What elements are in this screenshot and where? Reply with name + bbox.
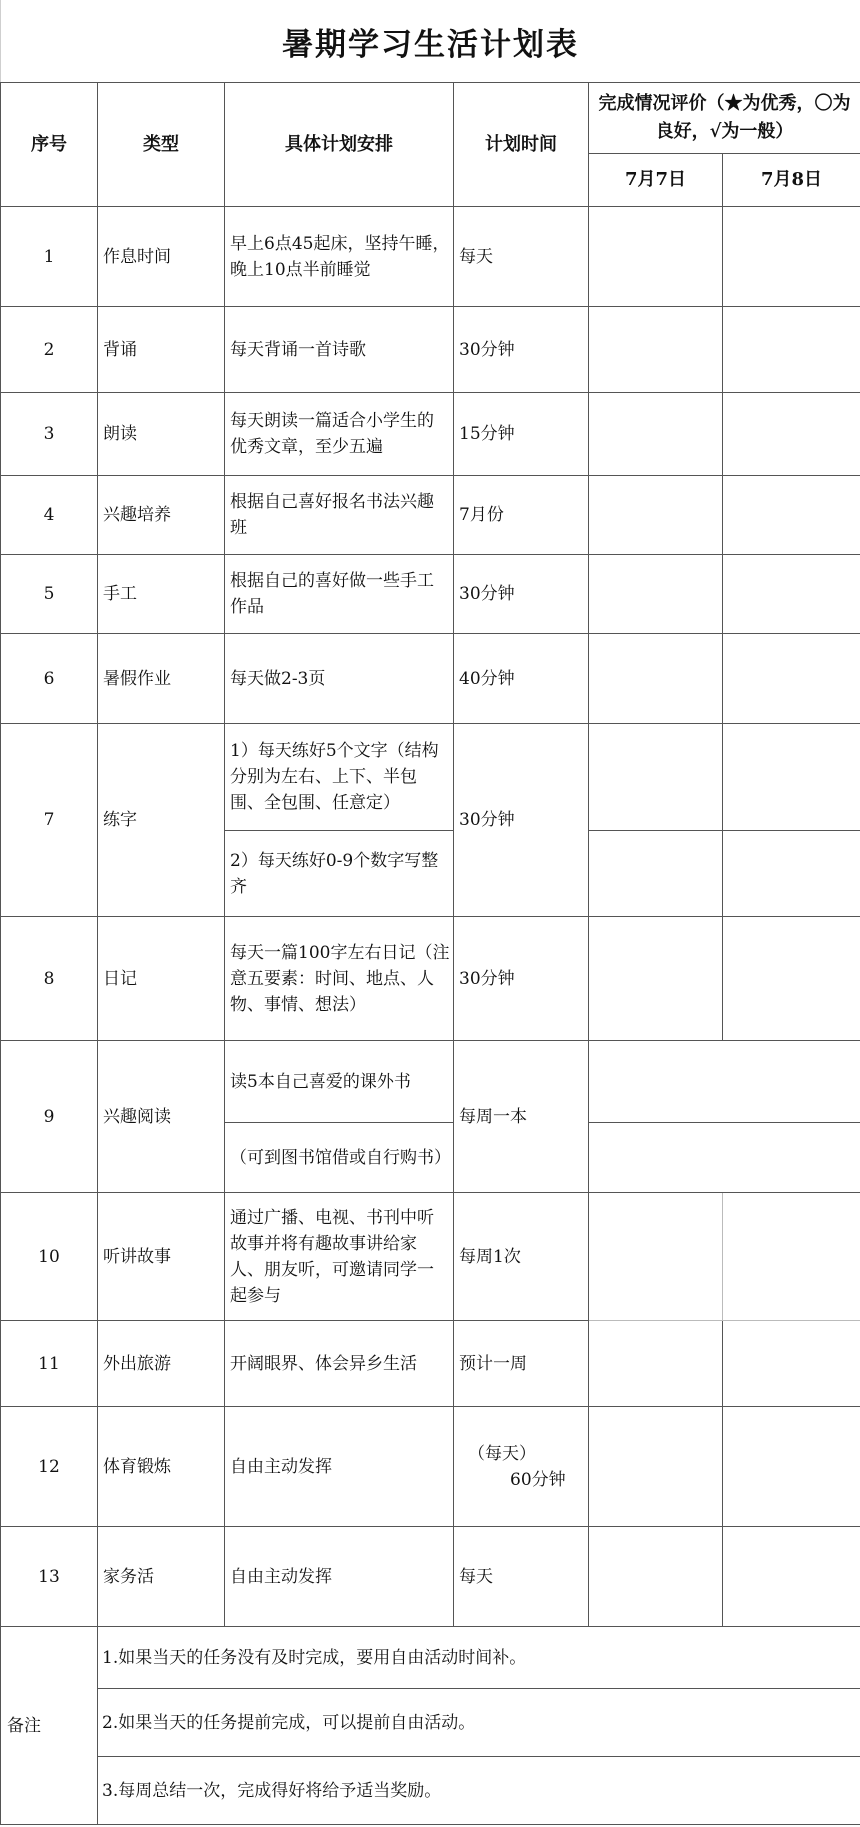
row-plan: 通过广播、电视、书刊中听故事并将有趣故事讲给家人、朋友听，可邀请同学一起参与 xyxy=(225,1193,454,1321)
table-row xyxy=(1,207,860,307)
header-plan: 具体计划安排 xyxy=(225,83,454,207)
header-date-2: 7月8日 xyxy=(723,154,860,207)
eval-cell-day1[interactable] xyxy=(589,831,723,917)
eval-cell-day2[interactable] xyxy=(723,207,860,307)
eval-cell-merged[interactable] xyxy=(589,1123,860,1193)
plan-table xyxy=(0,82,860,1825)
row-time: 每天 xyxy=(454,1527,589,1627)
row-time: 40分钟 xyxy=(454,634,589,724)
header-date-1: 7月7日 xyxy=(589,154,723,207)
row-time: 7月份 xyxy=(454,476,589,555)
eval-cell-day1[interactable] xyxy=(589,724,723,831)
notes-row xyxy=(1,1689,860,1757)
row-type: 家务活 xyxy=(98,1527,225,1627)
table-row xyxy=(1,1041,860,1123)
eval-cell-day2[interactable] xyxy=(723,476,860,555)
eval-cell-day1[interactable] xyxy=(589,1527,723,1627)
row-time: 15分钟 xyxy=(454,393,589,476)
row-type: 兴趣培养 xyxy=(98,476,225,555)
row-time: 每周一本 xyxy=(454,1041,589,1193)
eval-cell-day2[interactable] xyxy=(723,1527,860,1627)
row-index: 6 xyxy=(1,634,98,724)
row-plan-secondary: （可到图书馆借或自行购书） xyxy=(225,1123,454,1193)
row-plan: 开阔眼界、体会异乡生活 xyxy=(225,1321,454,1407)
eval-cell-merged[interactable] xyxy=(589,1041,860,1123)
row-plan: 自由主动发挥 xyxy=(225,1527,454,1627)
eval-cell-day2[interactable] xyxy=(723,724,860,831)
row-index: 5 xyxy=(1,555,98,634)
eval-cell-day1[interactable] xyxy=(589,1321,723,1407)
eval-cell-day1[interactable] xyxy=(589,393,723,476)
header-row xyxy=(1,83,860,154)
eval-cell-day2[interactable] xyxy=(723,1321,860,1407)
eval-cell-day2[interactable] xyxy=(723,555,860,634)
table-row xyxy=(1,476,860,555)
eval-cell-day1[interactable] xyxy=(589,476,723,555)
row-index: 10 xyxy=(1,1193,98,1321)
row-index: 1 xyxy=(1,207,98,307)
row-plan: 早上6点45起床，坚持午睡，晚上10点半前睡觉 xyxy=(225,207,454,307)
row-index: 4 xyxy=(1,476,98,555)
row-plan: 1）每天练好5个文字（结构分别为左右、上下、半包围、全包围、任意定） xyxy=(225,724,454,831)
note-item: 1.如果当天的任务没有及时完成，要用自由活动时间补。 xyxy=(98,1627,860,1689)
row-plan: 每天一篇100字左右日记（注意五要素：时间、地点、人物、事情、想法） xyxy=(225,917,454,1041)
table-row xyxy=(1,1193,860,1321)
row-index: 13 xyxy=(1,1527,98,1627)
row-plan: 读5本自己喜爱的课外书 xyxy=(225,1041,454,1123)
page-title: 暑期学习生活计划表 xyxy=(0,0,860,82)
eval-cell-day2[interactable] xyxy=(723,307,860,393)
eval-cell-day2[interactable] xyxy=(723,917,860,1041)
row-time: 30分钟 xyxy=(454,917,589,1041)
eval-cell-day1[interactable] xyxy=(589,555,723,634)
table-row xyxy=(1,1527,860,1627)
table-row xyxy=(1,724,860,831)
row-plan: 每天朗读一篇适合小学生的优秀文章，至少五遍 xyxy=(225,393,454,476)
eval-cell-day2[interactable] xyxy=(723,1407,860,1527)
notes-row xyxy=(1,1627,860,1689)
row-plan-secondary: 2）每天练好0-9个数字写整齐 xyxy=(225,831,454,917)
row-time xyxy=(454,1407,589,1527)
eval-cell-day2[interactable] xyxy=(723,634,860,724)
row-type: 体育锻炼 xyxy=(98,1407,225,1527)
row-time: 30分钟 xyxy=(454,724,589,917)
row-time: 30分钟 xyxy=(454,555,589,634)
row-type: 暑假作业 xyxy=(98,634,225,724)
table-row xyxy=(1,1407,860,1527)
row-plan: 每天做2-3页 xyxy=(225,634,454,724)
row-type: 外出旅游 xyxy=(98,1321,225,1407)
row-index: 11 xyxy=(1,1321,98,1407)
row-time: 预计一周 xyxy=(454,1321,589,1407)
notes-row xyxy=(1,1757,860,1825)
row-type: 背诵 xyxy=(98,307,225,393)
header-index: 序号 xyxy=(1,83,98,207)
row-time: 每周1次 xyxy=(454,1193,589,1321)
row-time-line-2: 60分钟 xyxy=(510,1469,566,1490)
table-row xyxy=(1,917,860,1041)
eval-cell-day2[interactable] xyxy=(723,1193,860,1321)
table-row xyxy=(1,1321,860,1407)
eval-cell-day2[interactable] xyxy=(723,831,860,917)
row-type: 听讲故事 xyxy=(98,1193,225,1321)
row-type: 手工 xyxy=(98,555,225,634)
header-time: 计划时间 xyxy=(454,83,589,207)
row-index: 2 xyxy=(1,307,98,393)
table-row xyxy=(1,393,860,476)
row-index: 9 xyxy=(1,1041,98,1193)
note-item: 3.每周总结一次，完成得好将给予适当奖励。 xyxy=(98,1757,860,1825)
eval-cell-day2[interactable] xyxy=(723,393,860,476)
row-index: 7 xyxy=(1,724,98,917)
eval-cell-day1[interactable] xyxy=(589,917,723,1041)
eval-cell-day1[interactable] xyxy=(589,207,723,307)
row-index: 3 xyxy=(1,393,98,476)
row-plan: 自由主动发挥 xyxy=(225,1407,454,1527)
note-item: 2.如果当天的任务提前完成，可以提前自由活动。 xyxy=(98,1689,860,1757)
row-time: 30分钟 xyxy=(454,307,589,393)
header-type: 类型 xyxy=(98,83,225,207)
header-evaluation: 完成情况评价（★为优秀，〇为良好，√为一般） xyxy=(589,83,860,154)
row-index: 8 xyxy=(1,917,98,1041)
row-type: 兴趣阅读 xyxy=(98,1041,225,1193)
row-plan: 根据自己的喜好做一些手工作品 xyxy=(225,555,454,634)
eval-cell-day1[interactable] xyxy=(589,307,723,393)
row-type: 练字 xyxy=(98,724,225,917)
row-plan: 每天背诵一首诗歌 xyxy=(225,307,454,393)
row-time: 每天 xyxy=(454,207,589,307)
row-time-line-1: （每天） xyxy=(468,1443,536,1464)
row-type: 日记 xyxy=(98,917,225,1041)
eval-cell-day1[interactable] xyxy=(589,1193,723,1321)
table-row xyxy=(1,555,860,634)
eval-cell-day1[interactable] xyxy=(589,634,723,724)
row-type: 朗读 xyxy=(98,393,225,476)
notes-label: 备注 xyxy=(1,1627,98,1825)
table-row xyxy=(1,634,860,724)
row-type: 作息时间 xyxy=(98,207,225,307)
row-plan: 根据自己喜好报名书法兴趣班 xyxy=(225,476,454,555)
row-index: 12 xyxy=(1,1407,98,1527)
table-row xyxy=(1,307,860,393)
eval-cell-day1[interactable] xyxy=(589,1407,723,1527)
